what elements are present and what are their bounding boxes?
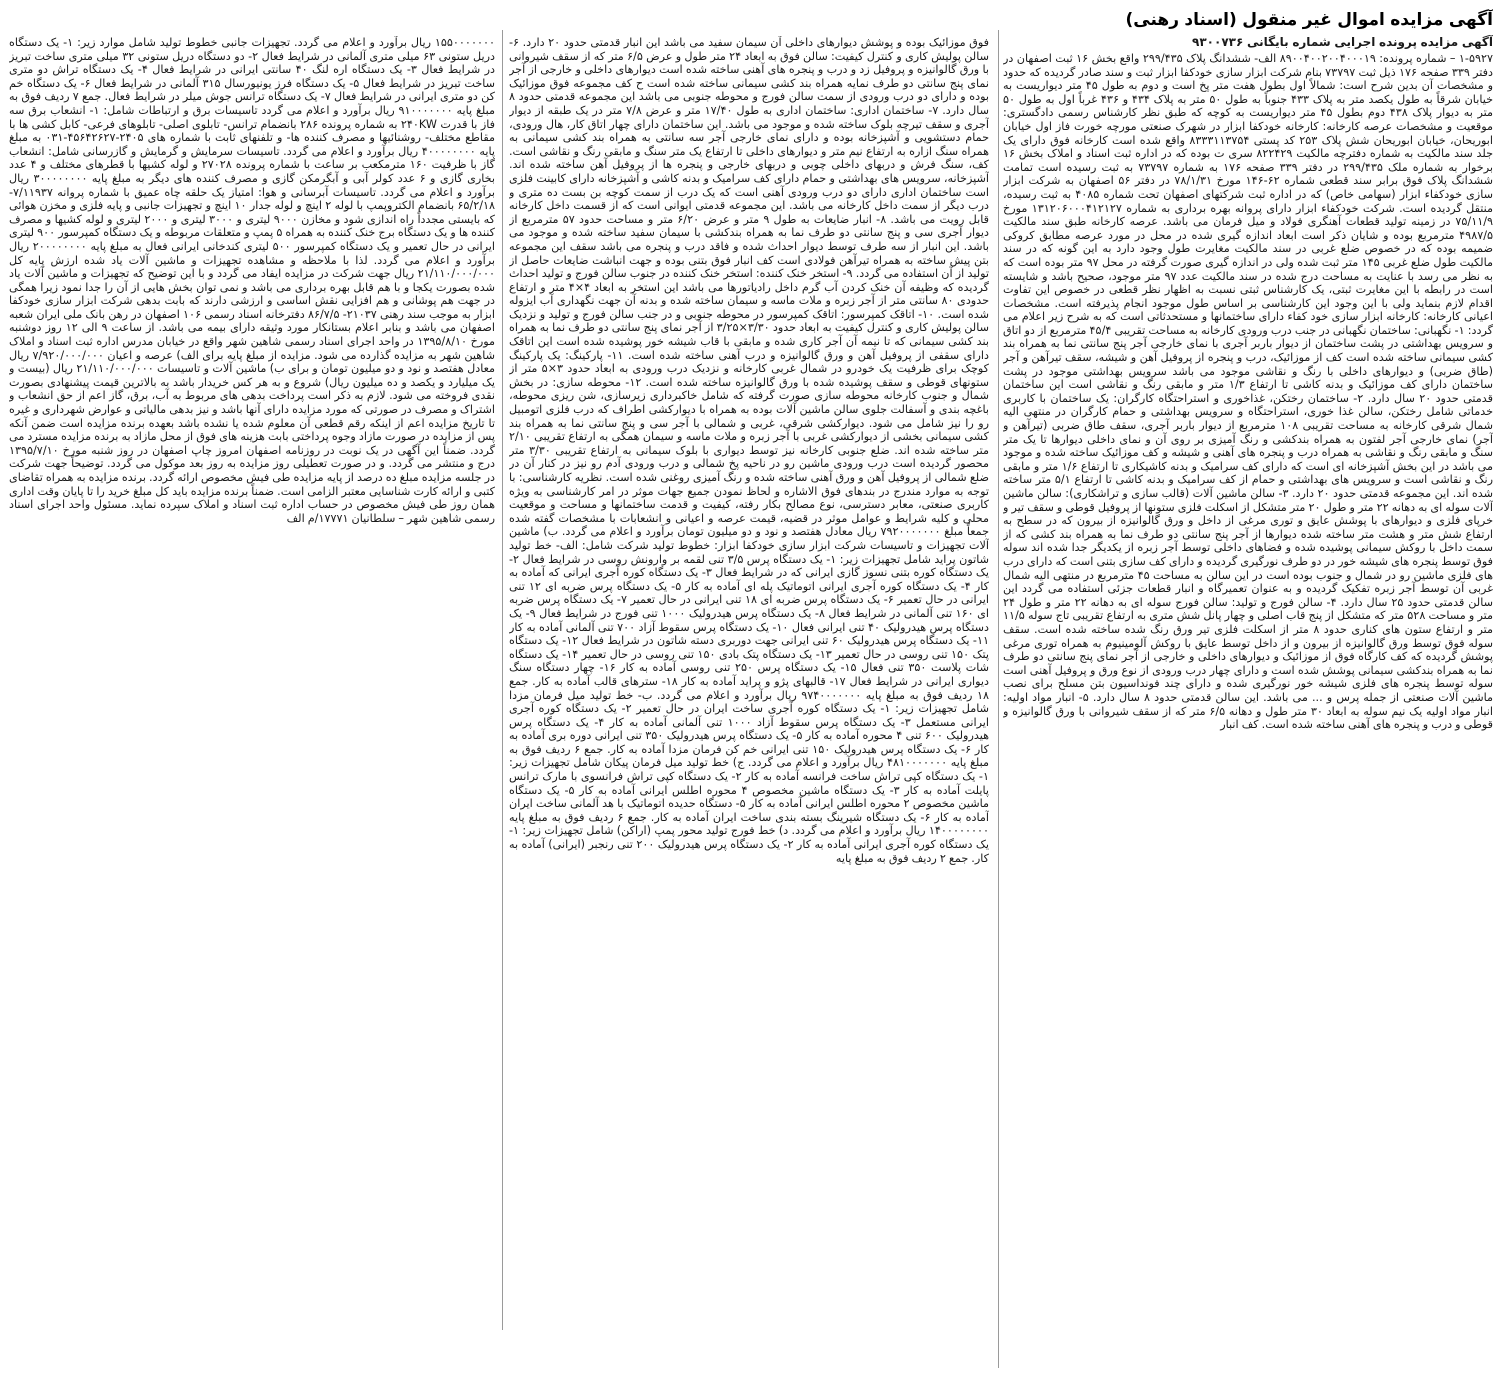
notice-column-left [9,36,495,956]
notice-file-line: آگهی مزایده پرونده اجرایی شماره بایگانی ۹۳۰۰۷۳۶ [1192,35,1493,49]
column-divider-left [502,30,503,1330]
column-divider-right [998,30,999,1368]
notice-text-left: ۱۵۵۰۰۰۰۰۰۰ ریال برآورد و اعلام می گردد. تجهیزات جانبی خطوط تولید شامل موارد زیر: ۱- یک دستگاه دریل ستونی ۶۳ میلی متری آلمانی در شرایط فعال ۲- دو دستگاه دریل ستونی ۳۲ میلی متری ساخت تبریز در شرایط فعال ۳- یک دستگاه اره لنگ ۴۰ سانتی ایرانی در شرایط فعال ۴- یک دستگاه تراش دو متری ساخت تبریز در شرایط فعال ۵- یک دستگاه فرز یونیورسال ۳۱۵ آلمانی در شرایط فعال ۶- یک دستگاه خم کن دو متری ایرانی در شرایط فعال ۷- یک دستگاه ترانس جوش میلر در شرایط فعال. جمع ۷ ردیف فوق به مبلغ پایه ۹۱۰۰۰۰۰۰۰ ریال برآورد و اعلام می گردد تاسیسات برق و ارتباطات شامل: ۱- انشعاب برق سه فاز با قدرت ۲۴۰KW به شماره پرونده ۲۸۶ بانضمام ترانس- تابلوی اصلی- تابلوهای فرعی- کابل کشی ها با مقاطع مختلف- روشنائیها و مصرف کننده ها- و تلفنهای ثابت با شماره های ۲۴۰۵-۴۵۶۴۲۶۲۷-۰۳۱ به مبلغ پایه ۴۰۰۰۰۰۰۰۰ ریال برآورد و اعلام می گردد. تاسیسات سرمایش و گرمایش و گازرسانی شامل: انشعاب گاز با ظرفیت ۱۶۰ مترمکعب بر ساعت با شماره پرونده ۲۷۰۲۸ و لوله کشیها با قطرهای مختلف و ۴ عدد بخاری گازی و ۶ عدد کولر آبی و آبگرمکن گازی و مصرف کننده های دیگر به مبلغ پایه ۳۰۰۰۰۰۰۰۰ ریال برآورد و اعلام می گردد. تاسیسات آبرسانی و هوا: امتیاز یک حلقه چاه عمیق با شماره پروانه ۷/۱۱۹۳۷- ۶۵/۲/۱۸ بانضمام الکتروپمپ با لوله ۲ اینچ و لوله جدار ۱۰ اینچ و تجهیزات جانبی و پایه فلزی و مخزن هوائی که بایستی مجدداً راه اندازی شود و مخازن ۹۰۰۰ لیتری و ۳۰۰۰ لیتری و ۲۰۰۰ لیتری و لوله کشیها و مصرف کننده ها و یک دستگاه برج خنک کننده به همراه ۵ پمپ و متعلقات مربوطه و یک دستگاه کمپرسور ۹۰۰ لیتری ایرانی در حال تعمیر و یک دستگاه کمپرسور ۵۰۰ لیتری کندخانی ایرانی فعال به مبلغ پایه ۲۰۰۰۰۰۰۰۰ ریال برآورد و اعلام می گردد. لذا با ملاحظه و مشاهده تجهیزات و ماشین آلات یاد شده ارزش پایه کل ۲۱/۱۱۰/۰۰۰/۰۰۰ ریال جهت شرکت در مزایده ایفاد می گردد و با این توضیح که تجهیزات و ماشین آلات یاد شده بصورت یکجا و با هم قابل بهره برداری می باشد و نمی توان بخش هایی از آن را جدا نمود زیرا همگی در جهت هم پوشانی و هم افزایی نقش اساسی و ارزشی دارند که بابت بدهی شرکت ابزار سازی خودکفا ابزار به موجب سند رهنی ۲۱۰۳۷- ۸۶/۷/۵ دفترخانه اسناد رسمی ۱۰۶ اصفهان در رهن بانک ملی ایران شعبه اصفهان می باشد و بنابر اعلام بستانکار مورد وثیقه دارای بیمه می باشد. از ساعت ۹ الی ۱۲ روز دوشنبه مورخ ۱۳۹۵/۸/۱۰ در واحد اجرای اسناد رسمی شاهین شهر واقع در خیابان مدرس اداره ثبت اسناد و املاک شاهین شهر به مزایده گذارده می شود. مزایده از مبلغ پایه برای الف) عرصه و اعیان ۷/۹۲۰/۰۰۰/۰۰۰ ریال معادل هفتصد و نود و دو میلیون تومان و برای ب) ماشین آلات و تاسیسات ۲۱/۱۱۰/۰۰۰/۰۰۰ ریال (بیست و یک میلیارد و یکصد و ده میلیون ریال) شروع و به هر کس خریدار باشد به بالاترین قیمت پیشنهادی بصورت نقدی فروخته می شود. لازم به ذکر است پرداخت بدهی های مربوط به آب، برق، گاز اعم از حق انشعاب و اشتراک و مصرف در صورتی که مورد مزایده دارای آنها باشد و نیز بدهی مالیاتی و عوارض شهرداری و غیره تا تاریخ مزایده اعم از اینکه رقم قطعی آن معلوم شده یا نشده باشد بعهده برنده مزایده است ضمن آنکه پس از مزایده در صورت مازاد وجوه پرداختی بابت هزینه های فوق از محل مازاد به برنده مزایده مسترد می گردد. ضمناً این آگهی در یک نوبت در روزنامه اصفهان امروز چاپ اصفهان در روز شنبه مورخ ۱۳۹۵/۷/۱۰ درج و منتشر می گردد. و در صورت تعطیلی روز مزایده به روز بعد موکول می گردد. توضیحاً جهت شرکت در جلسه مزایده مبلغ ده درصد از پایه مزایده طی فیش مخصوص ارائه گردد. برنده مزایده به همراه تقاضای کتبی و ارائه کارت شناسایی معتبر الزامی است. ضمناً برنده مزایده باید کل مبلغ خرید را تا پایان وقت اداری همان روز طی فیش مخصوص در حساب اداره ثبت اسناد و املاک سپرده نماید. مسئول واحد اجرای اسناد رسمی شاهین شهر – سلطانیان ۱۷۷۷۱/م الف [9,36,495,525]
notice-column-middle [509,36,989,1336]
notice-title: آگهی مزایده اموال غیر منقول (اسناد رهنی) [1125,10,1493,30]
notice-column-right [1003,8,1493,1368]
notice-text-right: ۱-۵۹۲۷ – شماره پرونده: ۸۹۰۰۴۰۰۲۰۰۴۰۰۰۱۹ الف- ششدانگ پلاک ۲۹۹/۴۳۵ واقع بخش ۱۶ ثبت اصفهان در دفتر ۳۳۹ صفحه ۱۷۶ ذیل ثبت ۷۳۷۹۷ بنام شرکت ابزار سازی خودکفا ابزار ثبت و سند صادر گردیده که حدود و مشخصات آن بدین شرح است: شمالاً اول بطول هفت متر پخ است و دوم به طول ۴۵ متر دیواریست به خیابان شرقاً به طول یکصد متر به پلاک ۴۳۳ جنوباً به طول ۵۰ متر به پلاک ۴۳۴ و ۴۳۶ غرباً اول به طول ۵۰ متر به دیوار پلاک ۴۳۸ دوم بطول ۴۵ متر دیواریست به کوچه که طبق نظر کارشناس رسمی دادگستری: موقعیت و مشخصات عرصه کارخانه: کارخانه خودکفا ابزار در شهرک صنعتی مورچه خورت فاز اول خیابان ابوریحان، خیابان ابوریحان شش پلاک ۲۵۳ کد پستی ۸۳۳۳۱۱۳۷۵۴ واقع شده است کارخانه فوق دارای یک جلد سند مالکیت به شماره دفترچه مالکیت ۸۲۲۴۲۹ سری ت بوده که در اداره ثبت اسناد و املاک بخش ۱۶ برخوار به شماره ملک ۲۹۹/۴۳۵ در دفتر ۳۳۹ صفحه ۱۷۶ به شماره ۷۳۷۹۷ به ثبت رسیده است تمامت ششدانگ پلاک فوق برابر سند قطعی شماره ۶۲-۱۴۶ مورخ ۷۸/۱/۳۱ در دفتر ۵۶ اصفهان به شرکت ابزار سازی خودکفاء ابزار (سهامی خاص) که در اداره ثبت شرکتهای اصفهان تحت شماره ۴۰۸۵ به ثبت رسیده، منتقل گردیده است. شرکت خودکفاء ابزار دارای پروانه بهره برداری به شماره ۱۳۱۲۰۶۰۰۰۴۱۲۱۲۷ مورخ ۷۵/۱۱/۹ در زمینه تولید قطعات آهنگری فولاد و میل فرمان می باشد. عرصه کارخانه طبق سند مالکیت ۴۹۸۷/۵ مترمربع بوده و شایان ذکر است ابعاد اندازه گیری شده در محل در مورد عرصه مطابق کروکی ضمیمه بوده که در خصوص ضلع غربی در سند مالکیت مغایرت طول وجود دارد به این گونه که در سند مالکیت طول ضلع غربی ۱۴۵ متر ثبت شده ولی در اندازه گیری صورت گرفته در محل ۹۷ متر بوده است که به نظر می رسد با عنایت به مساحت درج شده در سند مالکیت عدد ۹۷ متر موجود، صحیح باشد و شایسته است در رابطه با این مغایرت ثبتی، یک کارشناس ثبتی نسبت به اظهار نظر قطعی در خصوص این تفاوت اقدام لازم بنماید ولی با این وجود این کارشناسی بر اساس طول موجود انجام پذیرفته است. مشخصات اعیانی کارخانه: کارخانه ابزار سازی خود کفاء دارای ساختمانها و مستحدثاتی است که به شرح زیر اعلام می گردد: ۱- نگهبانی: ساختمان نگهبانی در جنب درب ورودی کارخانه به مساحت تقریبی ۴۵/۴ مترمربع از دو اتاق و سرویس بهداشتی در پشت ساختمان از دیوار باربر آجری با نمای خارجی آجر پنج سانتی نما به همراه بند کشی سیمانی ساخته شده است کف از موزائیک، درب و پنجره از پروفیل آهن و شیشه، سقف تیرآهن و آجر (طاق ضربی) و دیوارهای داخلی با رنگ و نقاشی موجود می باشد سرویس بهداشتی موجود در پشت ساختمان دارای کف موزائیک و بدنه کاشی تا ارتفاع ۱/۳ متر و مابقی رنگ و نقاشی است این ساختمان قدمتی حدود ۲۰ سال دارد. ۲- ساختمان رختکن، غذاخوری و استراحتگاه کارگران: یک ساختمان با کاربری خدماتی شامل رختکن، سالن غذا خوری، استراحتگاه و سرویس بهداشتی و حمام کارگران در منتهی الیه شمال شرقی کارخانه به مساحت تقریبی ۱۰۸ مترمربع از دیوار باربر آجری، سقف طاق ضربی (تیرآهن و آجر) نمای خارجی آجر لفتون به همراه بندکشی و رنگ آمیزی بر روی آن و نمای داخلی دیوارها تا یک متر سنگ و مابقی رنگ و نقاشی به همراه درب و پنجره های آهنی و شیشه و کف موزائیک ساخته شده و موجود می باشد در این بخش آشپزخانه ای است که دارای کف سرامیک و بدنه کاشیکاری تا ارتفاع ۱/۶ متر و مابقی رنگ و نقاشی است و سرویس های بهداشتی و حمام از کف سرامیک و بدنه کاشی تا ارتفاع ۵/۱ متر ساخته شده اند. این مجموعه قدمتی حدود ۲۰ دارد. ۳- سالن ماشین آلات (قالب سازی و تراشکاری): سالن ماشین آلات سوله ای به دهانه ۲۲ متر و طول ۲۰ متر متشکل از اسکلت فلزی ستونها از پروفیل قوطی و سقف تیر و خرپای فلزی و دیوارهای با پوشش عایق و توری مرغی از داخل و ورق گالوانیزه از بیرون که در سطح به ارتفاع شش متر و هشت متر ساخته شده دیوارها از آجر پنج سانتی دو طرف نما به همراه بند کشی که از سمت داخل با روکش سیمانی پوشیده شده و فضاهای داخلی توسط آجر زبره از یکدیگر جدا شده اند سوله فوق توسط پنجره های شیشه خور در دو طرف نورگیری گردیده و دارای کف سازی بتنی است که دارای درب های فلزی ماشین رو در شمال و جنوب بوده است در این سالن به مساحت ۴۵ مترمربع در منتهی الیه شمال غربی آن توسط آجر زبره تفکیک گردیده و به عنوان تعمیرگاه و انبار قطعات جزئی استفاده می گردد این سالن قدمتی حدود ۲۵ سال دارد. ۴- سالن فورج و تولید: سالن فورج سوله ای به دهانه ۲۲ متر و طول ۲۴ متر و مساحت ۵۲۸ متر که متشکل از پنج قاب اصلی و چهار پانل شش متری به ارتفاع تقریبی تاج سوله ۱۱/۵ متر و ارتفاع ستون های کناری حدود ۸ متر از اسکلت فلزی تیر ورق رنگ شده ساخته شده است. سقف سوله فوق توسط ورق گالوانیزه از بیرون و از داخل توسط عایق با روکش آلومینیوم به همراه توری مرغی پوشش گردیده که کف کارگاه فوق از موزائیک و دیوارهای داخلی و خارجی از آجر نمای پنج سانتی دو طرف نما به همراه بندکشی سیمانی پوشش شده است و دارای چهار درب ورودی از نوع ورق و پروفیل آهنی است سوله توسط پنجره های فلزی شیشه خور نورگیری شده و دارای چند فونداسیون بتن مسلح برای نصب ماشین آلات صنعتی از جمله پرس و ... می باشد. این سالن قدمتی حدود ۸ سال دارد. ۵- انبار مواد اولیه: انبار مواد اولیه یک نیم سوله به ابعاد ۳۰ متر طول و دهانه ۶/۵ متر که از سقف شیروانی با ورق گالوانیزه و قوطی و درب و پنجره های آهنی ساخته شده است. کف انبار [1003,52,1493,732]
notice-text-middle: فوق موزائیک بوده و پوشش دیوارهای داخلی آن سیمان سفید می باشد این انبار قدمتی حدود ۲۰ دارد. ۶- سالن پولیش کاری و کنترل کیفیت: سالن فوق به ابعاد ۲۴ متر طول و عرض ۶/۵ متر که از سقف شیروانی با ورق گالوانیزه و پروفیل زد و درب و پنجره های آهنی ساخته شده است دیوارهای داخلی و خارجی از آجر نمای پنج سانتی دو طرف نمایه همراه بند کشی سیمانی ساخته شده است ح کف مجموعه فوق موزائیک بوده و دارای دو درب ورودی از سمت سالن فورج و محوطه جنوبی می باشد این مجموعه قدمتی حدود ۸ سال دارد. ۷- ساختمان اداری: ساختمان اداری به طول ۱۷/۴۰ متر و عرض ۷/۸ متر در یک طبقه از دیوار آجری و سقف تیرچه بلوک ساخته شده و موجود می باشد. این ساختمان دارای چهار اتاق کار، هال ورودی، حمام دستشویی و آشپزخانه بوده و دارای نمای خارجی آجر سه سانتی به همراه بند کشی سیمانی به همراه سنگ ازاره به ارتفاع نیم متر و دیوارهای داخلی تا ارتفاع یک متر سنگ و مابقی رنگ و نقاشی است. کف، سنگ فرش و دربهای داخلی چوبی و دربهای خارجی و پنجره ها از پروفیل آهن ساخته شده اند. آشپزخانه، سرویس های بهداشتی و حمام دارای کف سرامیک و بدنه کاشی و آشپزخانه دارای کابینت فلزی است ساختمان اداری دارای دو درب ورودی آهنی است که یک درب از سمت کوچه بن بست ده متری و درب دیگر از سمت داخل کارخانه می باشد. این مجموعه قدمتی ایوانی است که از قسمت داخل کارخانه قابل رویت می باشد. ۸- انبار ضایعات به طول ۹ متر و عرض ۶/۲۰ متر و مساحت حدود ۵۷ مترمربع از دیوار آجری سی و پنج سانتی دو طرف نما به همراه بندکشی با سیمان سفید ساخته شده و موجود می باشد. این انبار از سه طرف توسط دیوار احداث شده و فاقد درب و پنجره می باشد سقف این مجموعه بتن پیش ساخته به همراه تیرآهن فولادی است کف انبار فوق بتنی بوده و جهت انباشت ضایعات حاصل از تولید از آن استفاده می گردد. ۹- استخر خنک کننده: استخر خنک کننده در جنوب سالن فورج و تولید احداث گردیده که وظیفه آن خنک کردن آب گرم داخل رادیاتورها می باشد این استخر به ابعاد ۴×۴ متر و ارتفاع حدودی ۸۰ سانتی متر از آجر زبره و ملات ماسه و سیمان ساخته شده و بدنه آن جهت نگهداری آب ایزوله شده است. ۱۰- اتاقک کمپرسور: اتاقک کمپرسور در محوطه جنوبی و در جنب سالن فورج و تولید و نزدیک سالن پولیش کاری و کنترل کیفیت به ابعاد حدود ۳/۳۰×۳/۲۵ از آجر نمای پنج سانتی دو طرف نما به همراه بند کشی سیمانی که تا نیمه آن آجر کاری شده و مابقی با قاب شیشه خور پوشیده شده است این اتاقک دارای سقفی از پروفیل آهن و ورق گالوانیزه و درب آهنی ساخته شده است. ۱۱- پارکینگ: یک پارکینگ کوچک برای ظرفیت یک خودرو در شمال غربی کارخانه و نزدیک درب ورودی به ابعاد حدود ۳×۵ متر از ستونهای قوطی و سقف پوشیده شده با ورق گالوانیزه ساخته شده است. ۱۲- محوطه سازی: در بخش شمال و جنوب کارخانه محوطه سازی صورت گرفته که شامل خاکبرداری زیرسازی، شن ریزی محوطه، باغچه بندی و آسفالت جلوی سالن ماشین آلات بوده به همراه با دیوارکشی اطراف که درب فلزی اتومبیل رو را نیز شامل می شود. دیوارکشی شرقی، غربی و شمالی با آجر سی و پنج سانتی نما به همراه بند کشی سیمانی بخشی از دیوارکشی غربی با آجر زبره و ملات ماسه و سیمان همگی به ارتفاع تقریبی ۲/۱۰ متر ساخته شده اند. ضلع جنوبی کارخانه نیز توسط دیواری با بلوک سیمانی به ارتفاع تقریبی ۳/۳۰ متر محصور گردیده است درب ورودی ماشین رو در ناحیه پخ شمالی و درب ورودی آدم رو نیز در کنار آن در ضلع شمالی از پروفیل آهن و ورق آهنی ساخته شده و رنگ آمیزی روغنی شده است. نظریه کارشناسی: با توجه به موارد مندرج در بندهای فوق الاشاره و لحاظ نمودن جمیع جهات موثر در امر کارشناسی به ویژه کاربری صنعتی، معابر دسترسی، نوع مصالح بکار رفته، کیفیت و قدمت ساختمانها و مساحت و موقعیت محلی و کلیه شرایط و عوامل موثر در قضیه، قیمت عرصه و اعیانی و انشعابات با مشخصات گفته شده جمعاً مبلغ ۷۹۲۰۰۰۰۰۰۰ ریال معادل هفتصد و نود و دو میلیون تومان برآورد و اعلام می گردد. ب) ماشین آلات تجهیزات و تاسیسات شرکت ابزار سازی خودکفا ابزار: خطوط تولید شرکت شامل: الف- خط تولید شاتون پراید شامل تجهیزات زیر: ۱- یک دستگاه پرس ۳/۵ تنی لقمه بر وارونش روسی در شرایط فعال ۲- یک دستگاه کوره بتنی نسوز گازی ایرانی که در شرایط فعال ۳- یک دستگاه کوره آجری ایرانی که آماده به کار ۴- یک دستگاه کوره آجری ایرانی اتوماتیک پله ای آماده به کار ۵- یک دستگاه پرس ضربه ای ۱۲ تنی ایرانی در حال تعمیر ۶- یک دستگاه پرس ضربه ای ۱۸ تنی ایرانی در حال تعمیر ۷- یک دستگاه پرس ضربه ای ۱۶۰ تنی آلمانی در شرایط فعال ۸- یک دستگاه پرس هیدرولیک ۱۰۰۰ تنی فورج در شرایط فعال ۹- یک دستگاه پرس هیدرولیک ۴۰ تنی ایرانی فعال ۱۰- یک دستگاه پرس سقوط آزاد ۷۰۰ تنی آلمانی آماده به کار ۱۱- یک دستگاه پرس هیدرولیک ۶۰ تنی ایرانی جهت دوربری دسته شاتون در شرایط فعال ۱۲- یک دستگاه پتک ۱۵۰ تنی روسی در حال تعمیر ۱۳- یک دستگاه پتک بادی ۱۵۰ تنی روسی در حال تعمیر ۱۴- یک دستگاه شات پلاست ۳۵۰ تنی فعال ۱۵- یک دستگاه پرس ۲۵۰ تنی روسی آماده به کار ۱۶- چهار دستگاه سنگ دیواری ایرانی در شرایط فعال ۱۷- قالبهای پژو و پراید آماده به کار ۱۸- سترهای قالب آماده به کار. جمع ۱۸ ردیف فوق به مبلغ پایه ۹۷۴۰۰۰۰۰۰۰ ریال برآورد و اعلام می گردد. ب- خط تولید میل فرمان مزدا شامل تجهیزات زیر: ۱- یک دستگاه کوره آجری ساخت ایران در حال تعمیر ۲- یک دستگاه کوره آجری ایرانی مستعمل ۳- یک دستگاه پرس سقوط آزاد ۱۰۰۰ تنی آلمانی آماده به کار ۴- یک دستگاه پرس هیدرولیک ۶۰۰ تنی ۴ محوره آماده به کار ۵- یک دستگاه پرس هیدرولیک ۳۵۰ تنی ایرانی دوره بری آماده به کار ۶- یک دستگاه پرس هیدرولیک ۱۵۰ تنی ایرانی خم کن فرمان مزدا آماده به کار. جمع ۶ ردیف فوق به مبلغ پایه ۴۸۱۰۰۰۰۰۰۰ ریال برآورد و اعلام می گردد. ج) خط تولید میل فرمان پیکان شامل تجهیزات زیر: ۱- یک دستگاه کپی تراش ساخت فرانسه آماده به کار ۲- یک دستگاه کپی تراش فرانسوی با مارک ترانس پایلت آماده به کار ۳- یک دستگاه ماشین مخصوص ۴ محوره اطلس ایرانی آماده به کار ۵- یک دستگاه ماشین مخصوص ۲ محوره اطلس ایرانی آماده به کار ۵- دستگاه حدیده اتوماتیک با هد آلمانی ساخت ایران آماده به کار ۶- یک دستگاه شیرینگ بسته بندی ساخت ایران آماده به کار. جمع ۶ ردیف فوق به مبلغ پایه ۱۴۰۰۰۰۰۰۰۰ ریال برآورد و اعلام می گردد. د) خط فورج تولید محور پمپ (اراکن) شامل تجهیزات زیر: ۱- یک دستگاه کوره آجری ایرانی آماده به کار ۲- یک دستگاه پرس هیدرولیک ۲۰۰ تنی رنجبر (ایرانی) آماده به کار. جمع ۲ ردیف فوق به مبلغ پایه [509,36,989,865]
